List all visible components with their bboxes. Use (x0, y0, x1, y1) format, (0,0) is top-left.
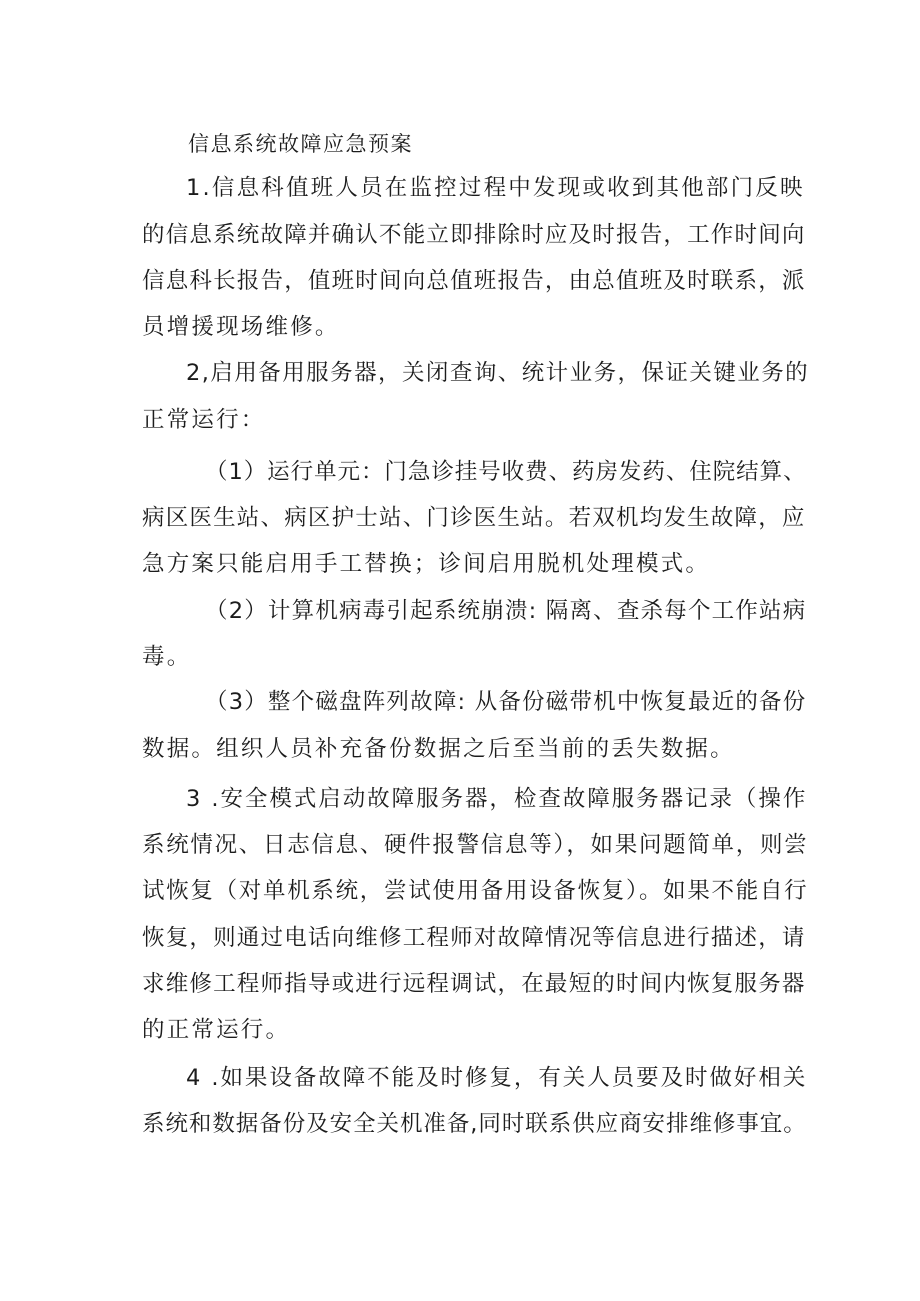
item-2-line-1: （2）计算机病毒引起系统崩溃: 隔离、查杀每个工作站病 (205, 598, 807, 624)
paragraph-3-line-1: 3 .安全模式启动故障服务器，检查故障服务器记录（操作 (186, 786, 808, 812)
paragraph-3-line-3: 试恢复（对单机系统，尝试使用备用设备恢复）。如果不能自行 (142, 878, 809, 904)
paragraph-1-line-2: 的信息系统故障并确认不能立即排除时应及时报告，工作时间向 (142, 222, 806, 248)
item-1-line-1: （1）运行单元：门急诊挂号收费、药房发药、住院结算、 (205, 459, 807, 485)
paragraph-3-line-4: 恢复，则通过电话向维修工程师对故障情况等信息进行描述，请 (142, 925, 806, 951)
paragraph-1-line-1: 1.信息科值班人员在监控过程中发现或收到其他部门反映 (186, 175, 805, 201)
paragraph-3-line-5: 求维修工程师指导或进行远程调试，在最短的时间内恢复服务器 (142, 971, 806, 997)
paragraph-3-line-2: 系统情况、日志信息、硬件报警信息等），如果问题简单，则尝 (142, 832, 809, 858)
item-1-line-3: 急方案只能启用手工替换；诊间启用脱机处理模式。 (142, 551, 711, 577)
paragraph-2-line-1: 2,启用备用服务器，关闭查询、统计业务，保证关键业务的 (186, 360, 810, 386)
item-2-line-2: 毒。 (142, 644, 192, 670)
paragraph-1-line-4: 员增援现场维修。 (142, 314, 340, 340)
item-1-line-2: 病区医生站、病区护士站、门诊医生站。若双机均发生故障，应 (142, 505, 806, 531)
paragraph-1-line-3: 信息科长报告，值班时间向总值班报告，由总值班及时联系，派 (142, 268, 806, 294)
paragraph-3-line-6: 的正常运行。 (142, 1017, 291, 1043)
paragraph-4-line-1: 4 .如果设备故障不能及时修复，有关人员要及时做好相关 (186, 1065, 808, 1091)
paragraph-4-line-2: 系统和数据备份及安全关机准备,同时联系供应商安排维修事宜。 (142, 1111, 807, 1137)
item-3-line-1: （3）整个磁盘阵列故障: 从备份磁带机中恢复最近的备份 (205, 689, 807, 715)
paragraph-2-line-2: 正常运行： (142, 407, 266, 433)
document-title: 信息系统故障应急预案 (188, 132, 413, 156)
item-3-line-2: 数据。组织人员补充备份数据之后至当前的丢失数据。 (142, 736, 735, 762)
